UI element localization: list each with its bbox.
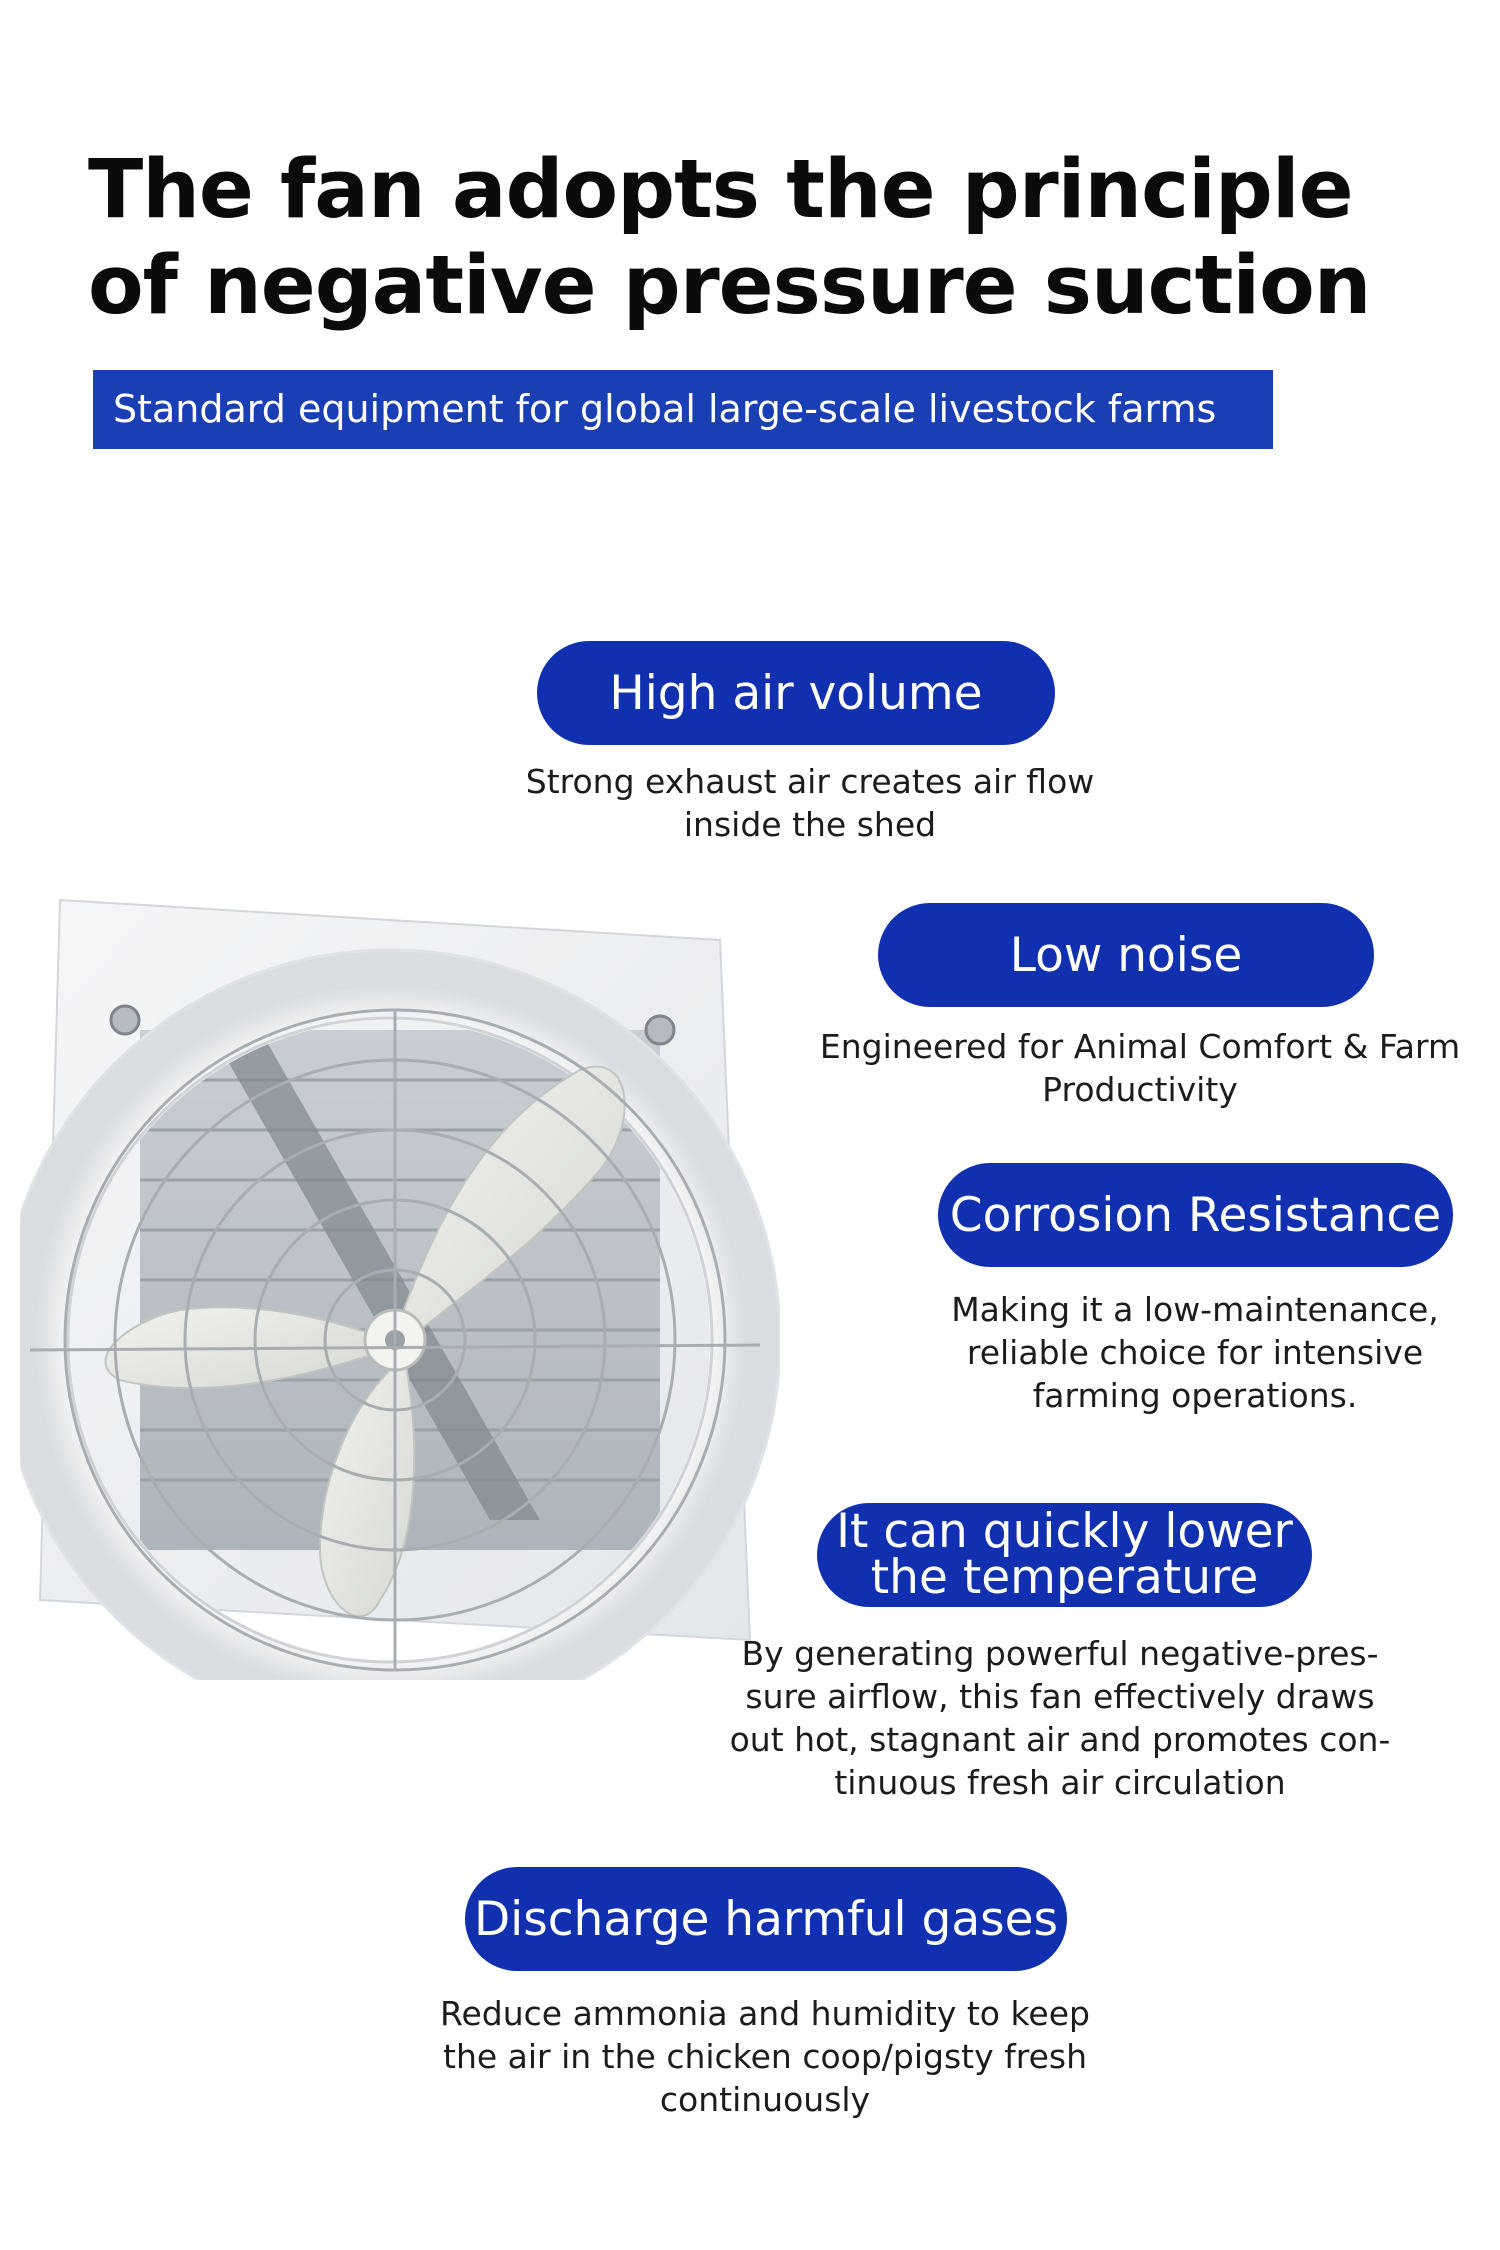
desc-line: By generating powerful negative-pres- (741, 1634, 1379, 1673)
desc-line: out hot, stagnant air and promotes con- (729, 1720, 1391, 1759)
desc-line: inside the shed (683, 805, 937, 844)
desc-line: Reduce ammonia and humidity to keep (440, 1994, 1090, 2033)
feature-title: Low noise (1009, 927, 1243, 983)
desc-line: tinuous fresh air circulation (834, 1763, 1286, 1802)
desc-line: Productivity (1042, 1070, 1238, 1109)
desc-line: reliable choice for intensive (966, 1333, 1424, 1372)
feature-desc-high-air-volume (480, 760, 1140, 846)
subtitle-banner: Standard equipment for global large-scale livestock farms (93, 370, 1273, 449)
feature-title: Corrosion Resistance (949, 1187, 1442, 1243)
desc-line: sure airflow, this fan effectively draws (745, 1677, 1375, 1716)
desc-line: Engineered for Animal Comfort & Farm (819, 1027, 1461, 1066)
feature-desc-corrosion-resistance (890, 1288, 1500, 1417)
feature-pill-high-air-volume (537, 641, 1055, 745)
feature-title-line: the temperature (870, 1550, 1259, 1605)
page-title-line-2: of negative pressure suction (88, 239, 1371, 333)
desc-line: Strong exhaust air creates air flow (525, 762, 1095, 801)
feature-pill-lower-temperature (817, 1503, 1312, 1607)
feature-pill-corrosion-resistance (938, 1163, 1453, 1267)
page-title (88, 142, 1428, 334)
feature-pill-low-noise (878, 903, 1374, 1007)
desc-line: Making it a low-maintenance, (951, 1290, 1439, 1329)
feature-desc-discharge-harmful-gases (420, 1992, 1110, 2121)
desc-line: continuously (659, 2080, 871, 2119)
page-title-line-1: The fan adopts the principle (88, 143, 1353, 237)
feature-title-line: It can quickly lower (836, 1504, 1293, 1559)
feature-desc-lower-temperature (700, 1632, 1420, 1804)
desc-line: farming operations. (1032, 1376, 1358, 1415)
feature-desc-low-noise (790, 1025, 1490, 1111)
feature-title: High air volume (609, 665, 983, 721)
feature-pill-discharge-harmful-gases (465, 1867, 1067, 1971)
exhaust-fan-image (20, 880, 780, 1680)
desc-line: the air in the chicken coop/pigsty fresh (443, 2037, 1087, 2076)
feature-title: Discharge harmful gases (473, 1891, 1059, 1947)
